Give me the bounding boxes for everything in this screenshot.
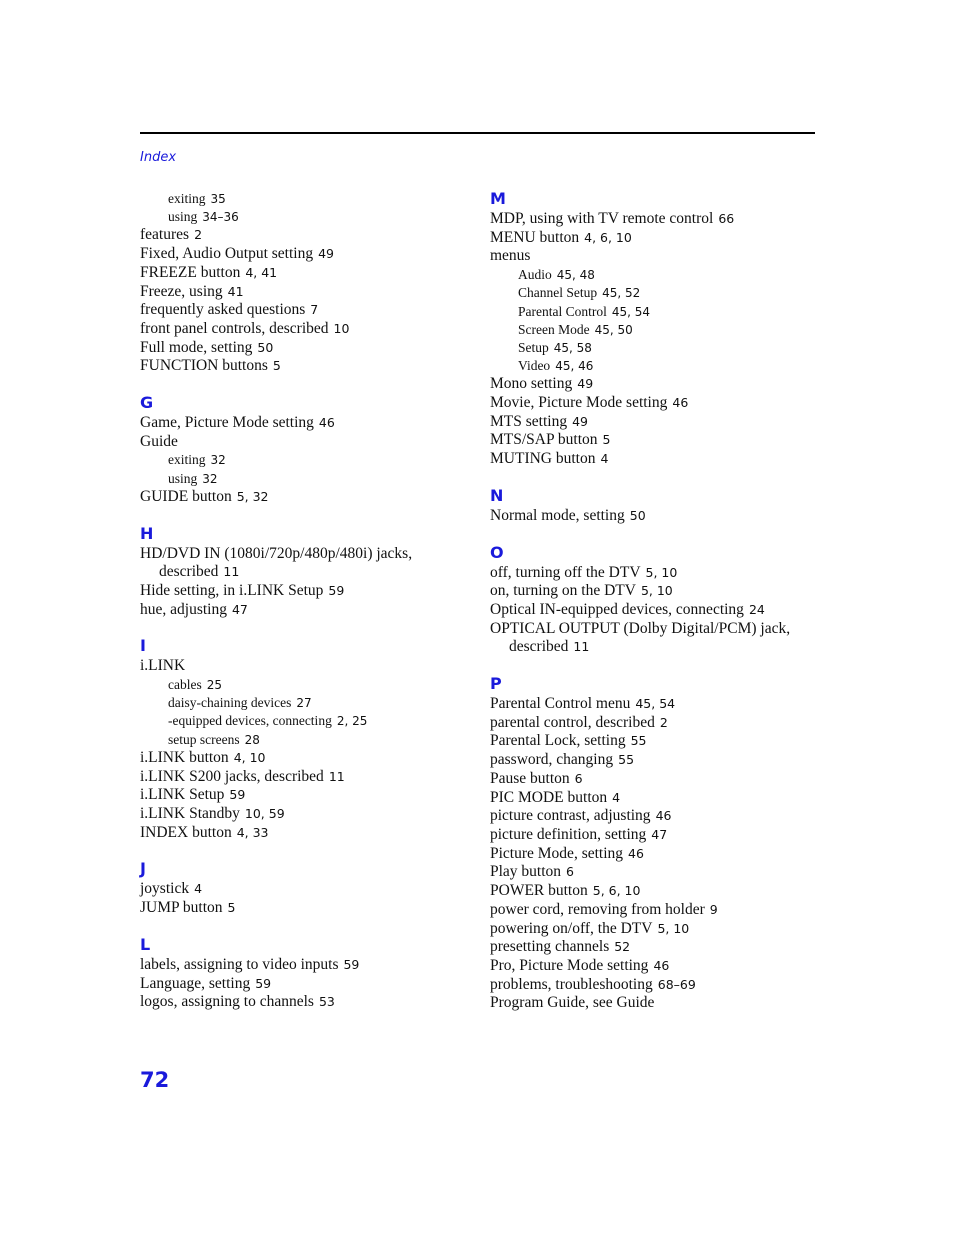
entry-term: on, turning on the DTV xyxy=(490,582,636,600)
index-entry xyxy=(140,880,470,899)
page-reference: 10, 59 xyxy=(244,805,285,821)
index-entry xyxy=(490,714,820,733)
section-letter-h: H xyxy=(140,523,154,543)
page-reference: 35 xyxy=(210,192,226,206)
page-reference: 4 xyxy=(194,881,203,897)
index-entry xyxy=(140,768,470,787)
entry-term: i.LINK xyxy=(140,657,186,675)
index-entry xyxy=(490,863,820,882)
page-reference: 41 xyxy=(227,283,244,299)
section-letter-l: L xyxy=(140,934,151,954)
page-reference: 45, 54 xyxy=(635,696,676,712)
entry-term: Movie, Picture Mode setting xyxy=(490,394,668,412)
index-entry xyxy=(490,789,820,808)
page-reference: 50 xyxy=(629,507,646,523)
page-reference: 25 xyxy=(206,678,223,693)
page-reference: 4, 41 xyxy=(245,264,278,280)
index-entry xyxy=(490,920,820,939)
page-reference: 2 xyxy=(194,227,203,243)
index-entry xyxy=(490,450,820,469)
page-reference: 45, 52 xyxy=(602,286,641,301)
entry-term: Parental Lock, setting xyxy=(490,732,626,750)
page-reference: 59 xyxy=(343,956,360,972)
page-reference: 68–69 xyxy=(657,976,696,992)
index-entry xyxy=(140,824,470,843)
page-reference: 5 xyxy=(602,432,611,448)
page-reference: 45, 48 xyxy=(556,268,595,283)
entry-term: Channel Setup xyxy=(518,285,598,301)
index-entry xyxy=(490,807,820,826)
entry-term: picture contrast, adjusting xyxy=(490,807,651,825)
index-subentry xyxy=(490,266,820,284)
page-reference: 50 xyxy=(257,339,274,355)
entry-term: GUIDE button xyxy=(140,487,232,505)
index-subentry xyxy=(140,451,470,469)
index-subentry xyxy=(490,321,820,339)
entry-term: using xyxy=(168,470,198,486)
index-subentry xyxy=(140,676,470,694)
page-reference: 46 xyxy=(318,415,335,431)
entry-term: i.LINK button xyxy=(140,748,229,766)
page-reference: 46 xyxy=(672,395,689,411)
index-entry xyxy=(490,751,820,770)
index-entry xyxy=(490,901,820,920)
page-reference: 11 xyxy=(328,768,345,784)
index-entry xyxy=(490,994,820,1013)
section-letter-n: N xyxy=(490,485,504,505)
section-letter-j: J xyxy=(140,859,146,879)
index-entry xyxy=(140,749,470,768)
index-subentry xyxy=(490,357,820,375)
page-reference: 9 xyxy=(709,901,718,917)
entry-term: Picture Mode, setting xyxy=(490,844,624,862)
page-reference: 11 xyxy=(223,564,240,580)
index-entry xyxy=(490,732,820,751)
entry-term: cables xyxy=(168,677,202,693)
page-reference: 4 xyxy=(612,789,621,805)
page-reference: 59 xyxy=(229,787,246,803)
index-entry xyxy=(140,488,470,507)
index-entry xyxy=(140,545,470,582)
entry-term: Program Guide, see Guide xyxy=(490,994,655,1012)
page-reference: 46 xyxy=(655,808,672,824)
page-reference: 28 xyxy=(244,732,260,747)
section-letter-o: O xyxy=(490,542,504,562)
entry-term: Video xyxy=(518,358,551,374)
index-entry xyxy=(140,264,470,283)
entry-term: Normal mode, setting xyxy=(490,506,625,524)
page-reference: 55 xyxy=(618,752,635,768)
page-reference: 55 xyxy=(630,733,647,749)
page-reference: 49 xyxy=(577,376,594,392)
entry-term: power cord, removing from holder xyxy=(490,900,705,918)
page-reference: 24 xyxy=(748,601,765,617)
index-subentry xyxy=(490,339,820,357)
index-entry xyxy=(140,320,470,339)
index-entry xyxy=(140,283,470,302)
entry-term: hue, adjusting xyxy=(140,600,227,618)
entry-term: Language, setting xyxy=(140,974,251,992)
index-entry xyxy=(490,770,820,789)
page-reference: 5 xyxy=(272,358,281,374)
running-head: Index xyxy=(140,150,177,165)
entry-term: parental control, described xyxy=(490,713,655,731)
index-entry xyxy=(140,786,470,805)
page-reference: 52 xyxy=(614,939,631,955)
section-letter-p: P xyxy=(490,674,502,694)
entry-term: Parental Control xyxy=(518,303,607,319)
entry-term: PIC MODE button xyxy=(490,788,608,806)
entry-term: MTS/SAP button xyxy=(490,431,598,449)
page-reference: 49 xyxy=(572,413,588,429)
page-reference: 47 xyxy=(651,826,668,842)
index-entry xyxy=(490,938,820,957)
entry-term: Pause button xyxy=(490,769,570,787)
index-entry xyxy=(140,245,470,264)
index-entry xyxy=(140,993,470,1012)
index-entry xyxy=(140,414,470,433)
page-reference: 27 xyxy=(296,696,312,711)
index-entry xyxy=(140,339,470,358)
entry-term: Optical IN-equipped devices, connecting xyxy=(490,600,744,618)
page-reference: 45, 46 xyxy=(555,359,594,374)
entry-term: i.LINK Setup xyxy=(140,786,225,804)
entry-term: features xyxy=(140,226,190,244)
index-entry xyxy=(140,357,470,376)
entry-term: daisy-chaining devices xyxy=(168,695,292,711)
entry-term: HD/DVD IN (1080i/720p/480p/480i) jacks, described xyxy=(140,544,413,581)
entry-term: Audio xyxy=(518,267,552,283)
entry-term: JUMP button xyxy=(140,899,223,917)
index-entry xyxy=(490,210,820,229)
index-entry xyxy=(490,695,820,714)
entry-term: joystick xyxy=(140,880,190,898)
index-entry xyxy=(140,601,470,620)
entry-term: POWER button xyxy=(490,882,588,900)
page-reference: 45, 54 xyxy=(611,304,651,319)
index-subentry xyxy=(140,712,470,730)
index-column-left xyxy=(140,190,470,1012)
page-reference: 5, 32 xyxy=(236,488,269,504)
entry-term: Mono setting xyxy=(490,375,573,393)
index-entry xyxy=(490,507,820,526)
index-entry xyxy=(490,601,820,620)
index-entry xyxy=(140,657,470,676)
page-reference: 4, 6, 10 xyxy=(584,229,632,245)
index-subentry xyxy=(140,190,470,208)
entry-term: Freeze, using xyxy=(140,282,223,300)
index-entry xyxy=(490,882,820,901)
page-reference: 34–36 xyxy=(202,210,239,225)
index-entry xyxy=(490,394,820,413)
index-entry xyxy=(490,620,820,657)
entry-term: exiting xyxy=(168,191,206,206)
index-entry xyxy=(140,433,470,452)
entry-term: labels, assigning to video inputs xyxy=(140,955,339,973)
index-column-right xyxy=(490,190,820,1013)
page-reference: 47 xyxy=(231,601,248,617)
entry-term: using xyxy=(168,209,198,225)
page-reference: 59 xyxy=(255,975,272,991)
entry-term: picture definition, setting xyxy=(490,825,647,843)
page-reference: 2 xyxy=(659,714,668,730)
entry-term: MENU button xyxy=(490,228,580,246)
entry-term: Game, Picture Mode setting xyxy=(140,414,314,432)
index-entry xyxy=(140,899,470,918)
page-reference: 49 xyxy=(318,246,334,262)
section-letter-m: M xyxy=(490,189,506,208)
entry-term: Setup xyxy=(518,339,549,355)
entry-term: FUNCTION buttons xyxy=(140,357,268,375)
entry-term: Fixed, Audio Output setting xyxy=(140,245,314,263)
page-reference: 46 xyxy=(653,957,670,973)
entry-term: Screen Mode xyxy=(518,321,590,337)
index-entry xyxy=(490,976,820,995)
index-entry xyxy=(490,413,820,432)
index-entry xyxy=(140,226,470,245)
entry-term: presetting channels xyxy=(490,938,610,956)
page-reference: 32 xyxy=(210,453,226,468)
index-entry xyxy=(490,229,820,248)
index-entry xyxy=(490,582,820,601)
page-reference: 45, 58 xyxy=(553,340,592,355)
entry-term: OPTICAL OUTPUT (Dolby Digital/PCM) jack, described xyxy=(490,619,791,656)
page-reference: 6 xyxy=(574,770,583,786)
index-entry xyxy=(490,375,820,394)
index-entry xyxy=(490,845,820,864)
entry-term: menus xyxy=(490,247,531,265)
index-entry xyxy=(140,975,470,994)
page-reference: 59 xyxy=(328,582,345,598)
entry-term: front panel controls, described xyxy=(140,319,329,337)
index-entry xyxy=(140,582,470,601)
page-reference: 4, 33 xyxy=(236,824,269,840)
header-rule xyxy=(140,132,815,134)
page-reference: 5, 10 xyxy=(645,564,678,580)
page-reference: 5 xyxy=(227,900,236,916)
entry-term: MUTING button xyxy=(490,450,596,468)
entry-term: problems, troubleshooting xyxy=(490,975,653,993)
index-entry xyxy=(490,957,820,976)
entry-term: Hide setting, in i.LINK Setup xyxy=(140,581,324,599)
section-letter-g: G xyxy=(140,393,154,413)
index-entry xyxy=(490,431,820,450)
entry-term: logos, assigning to channels xyxy=(140,993,314,1011)
page-reference: 6 xyxy=(566,864,574,880)
page-reference: 45, 50 xyxy=(594,322,633,337)
entry-term: i.LINK Standby xyxy=(140,804,240,822)
entry-term: -equipped devices, connecting xyxy=(168,713,332,729)
index-subentry xyxy=(490,284,820,302)
page-reference: 66 xyxy=(718,211,735,226)
entry-term: powering on/off, the DTV xyxy=(490,919,653,937)
index-entry xyxy=(490,826,820,845)
page-reference: 10 xyxy=(333,320,350,336)
entry-term: i.LINK S200 jacks, described xyxy=(140,767,324,785)
entry-term: Play button xyxy=(490,863,562,881)
page-reference: 53 xyxy=(318,994,335,1010)
index-subentry xyxy=(140,208,470,226)
entry-term: FREEZE button xyxy=(140,263,241,281)
section-letter-i: I xyxy=(140,636,146,656)
entry-term: MDP, using with TV remote control xyxy=(490,210,714,227)
entry-term: off, turning off the DTV xyxy=(490,563,641,581)
entry-term: INDEX button xyxy=(140,823,232,841)
index-subentry xyxy=(490,303,820,321)
index-subentry xyxy=(140,470,470,488)
page-reference: 32 xyxy=(202,471,218,486)
page-reference: 2, 25 xyxy=(336,714,368,729)
entry-term: Full mode, setting xyxy=(140,338,253,356)
entry-term: exiting xyxy=(168,452,206,468)
page-reference: 4 xyxy=(600,451,609,467)
page-reference: 5, 6, 10 xyxy=(592,883,641,899)
index-entry xyxy=(490,564,820,583)
index-entry xyxy=(140,805,470,824)
entry-term: Pro, Picture Mode setting xyxy=(490,956,649,974)
page-number: 72 xyxy=(140,1068,170,1092)
page-reference: 7 xyxy=(310,302,319,318)
entry-term: password, changing xyxy=(490,751,614,769)
page-reference: 5, 10 xyxy=(640,583,673,599)
entry-term: frequently asked questions xyxy=(140,301,306,319)
index-subentry xyxy=(140,694,470,712)
page-reference: 4, 10 xyxy=(233,749,266,765)
entry-term: Parental Control menu xyxy=(490,695,631,713)
page-reference: 5, 10 xyxy=(657,920,690,936)
index-entry xyxy=(140,956,470,975)
entry-term: setup screens xyxy=(168,731,240,747)
index-subentry xyxy=(140,731,470,749)
entry-term: MTS setting xyxy=(490,412,568,430)
page-reference: 46 xyxy=(628,845,644,861)
index-entry xyxy=(140,301,470,320)
index-entry xyxy=(490,247,820,266)
page-reference: 11 xyxy=(573,639,590,655)
entry-term: Guide xyxy=(140,432,178,450)
